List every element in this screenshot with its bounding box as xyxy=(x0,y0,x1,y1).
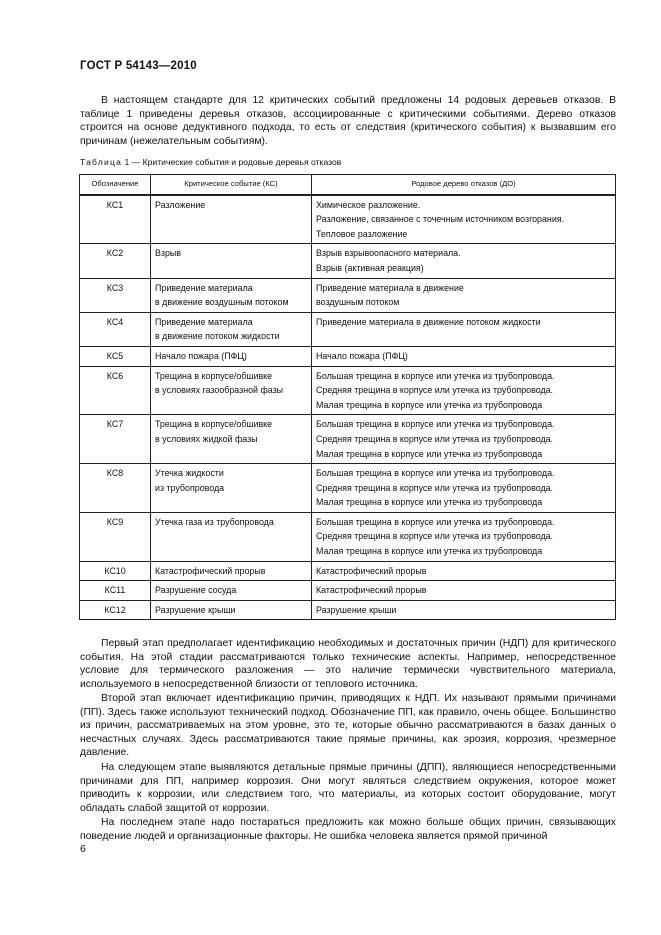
critical-event-line: Взрыв xyxy=(155,248,182,259)
table-row xyxy=(80,464,616,513)
event-code: КС4 xyxy=(80,312,151,346)
fault-tree-line: Взрыв (активная реакция) xyxy=(316,262,424,273)
critical-event-line: Разрушение крыши xyxy=(155,604,236,615)
fault-tree-cell xyxy=(312,512,616,561)
table-row xyxy=(80,346,616,366)
fault-tree-line: Малая трещина в корпусе или утечка из трубопровода xyxy=(316,399,543,410)
fault-tree-cell xyxy=(312,600,616,620)
critical-events-table xyxy=(79,174,616,620)
table-caption-title: 1 — Критические события и родовые деревья отказов xyxy=(122,157,342,167)
critical-event-line: Начало пожара (ПФЦ) xyxy=(155,350,247,361)
critical-event-line: Приведение материала xyxy=(155,316,253,327)
fault-tree-cell xyxy=(312,278,616,312)
paragraph-stage-3: На следующем этапе выявляются детальные прямые причины (ДПП), являющиеся непосредственными причинами для ПП, например коррозия. Они могут являться следствием окружения, которое может приводить к коррозии, или следствием того, что материалы, из которых состоит оборудование, могут обладать слабой защитой от коррозии. xyxy=(80,762,616,814)
event-code: КС7 xyxy=(80,415,151,464)
fault-tree-line: Начало пожара (ПФЦ) xyxy=(316,350,408,361)
table-row xyxy=(80,278,616,312)
critical-event-cell xyxy=(151,244,312,278)
critical-event-cell xyxy=(151,366,312,415)
critical-event-line: в движение потоком жидкости xyxy=(155,331,280,342)
critical-event-line: в условиях жидкой фазы xyxy=(155,433,258,444)
fault-tree-line: Средняя трещина в корпусе или утечка из трубопровода. xyxy=(316,482,554,493)
fault-tree-cell xyxy=(312,464,616,513)
fault-tree-line: Приведение материала в движение xyxy=(316,282,464,293)
critical-event-line: Приведение материала xyxy=(155,282,253,293)
critical-event-cell xyxy=(151,346,312,366)
critical-event-line: в движение воздушным потоком xyxy=(155,297,289,308)
critical-event-cell xyxy=(151,195,312,244)
event-code: КС8 xyxy=(80,464,151,513)
header-tree: Родовое дерево отказов (ДО) xyxy=(312,175,616,195)
event-code: КС12 xyxy=(80,600,151,620)
critical-event-line: Разрушение сосуда xyxy=(155,585,237,596)
fault-tree-line: Средняя трещина в корпусе или утечка из трубопровода. xyxy=(316,385,554,396)
critical-event-line: Разложение xyxy=(155,199,206,210)
fault-tree-cell xyxy=(312,346,616,366)
critical-event-line: из трубопровода xyxy=(155,482,225,493)
fault-tree-line: Большая трещина в корпусе или утечка из трубопровода. xyxy=(316,516,555,527)
fault-tree-cell xyxy=(312,312,616,346)
fault-tree-line: Тепловое разложение xyxy=(316,228,408,239)
fault-tree-line: Катастрофический прорыв xyxy=(316,565,427,576)
fault-tree-cell xyxy=(312,366,616,415)
table-row xyxy=(80,581,616,601)
table-row xyxy=(80,195,616,244)
table-row xyxy=(80,244,616,278)
fault-tree-cell xyxy=(312,581,616,601)
critical-event-cell xyxy=(151,600,312,620)
critical-event-line: Катастрофический прорыв xyxy=(155,565,266,576)
fault-tree-line: Большая трещина в корпусе или утечка из трубопровода. xyxy=(316,468,555,479)
header-code: Обозначение xyxy=(80,175,151,195)
table-caption xyxy=(80,157,341,167)
event-code: КС10 xyxy=(80,561,151,581)
fault-tree-line: Большая трещина в корпусе или утечка из трубопровода. xyxy=(316,419,555,430)
event-code: КС5 xyxy=(80,346,151,366)
critical-event-cell xyxy=(151,464,312,513)
event-code: КС3 xyxy=(80,278,151,312)
fault-tree-line: Разложение, связанное с точечным источником возгорания. xyxy=(316,214,565,225)
critical-event-line: Трещина в корпусе/обшивке xyxy=(155,370,273,381)
critical-event-line: Утечка жидкости xyxy=(155,468,224,479)
paragraph-stage-1: Первый этап предполагает идентификацию необходимых и достаточных причин (НДП) для критического события. На этой стадии рассматриваются только технические аспекты. Например, непосредственное условие для термического разложения — это наличие термически чувствительного материала, используемого в непосредственной близости от теплового источника. xyxy=(80,638,616,690)
fault-tree-line: воздушным потоком xyxy=(316,297,400,308)
table-row xyxy=(80,600,616,620)
fault-tree-line: Большая трещина в корпусе или утечка из трубопровода. xyxy=(316,370,555,381)
fault-tree-line: Разрушение крыши xyxy=(316,604,397,615)
critical-event-cell xyxy=(151,278,312,312)
fault-tree-line: Малая трещина в корпусе или утечка из трубопровода xyxy=(316,497,543,508)
fault-tree-line: Малая трещина в корпусе или утечка из трубопровода xyxy=(316,546,543,557)
event-code: КС9 xyxy=(80,512,151,561)
critical-event-cell xyxy=(151,512,312,561)
fault-tree-line: Приведение материала в движение потоком жидкости xyxy=(316,316,541,327)
table-row xyxy=(80,561,616,581)
table-row xyxy=(80,366,616,415)
event-code: КС1 xyxy=(80,195,151,244)
event-code: КС2 xyxy=(80,244,151,278)
critical-event-cell xyxy=(151,561,312,581)
table-row xyxy=(80,512,616,561)
critical-event-line: в условиях газообразной фазы xyxy=(155,385,284,396)
fault-tree-cell xyxy=(312,244,616,278)
fault-tree-cell xyxy=(312,195,616,244)
fault-tree-line: Средняя трещина в корпусе или утечка из трубопровода. xyxy=(316,531,554,542)
event-code: КС6 xyxy=(80,366,151,415)
table-row xyxy=(80,312,616,346)
fault-tree-line: Малая трещина в корпусе или утечка из трубопровода xyxy=(316,448,543,459)
fault-tree-line: Катастрофический прорыв xyxy=(316,585,427,596)
critical-event-cell xyxy=(151,312,312,346)
table-caption-prefix: Таблица xyxy=(80,157,123,167)
event-code: КС11 xyxy=(80,581,151,601)
intro-paragraph: В настоящем стандарте для 12 критических событий предложены 14 родовых деревьев отказов. В таблице 1 приведены деревья отказов, ассоциированные с критическими событиями. Дерево отказов строится на основе дедуктивного подхода, то есть от следствия (критического события) к вызвавшим его причинам (нежелательным событиям). xyxy=(80,95,616,147)
page-number: 6 xyxy=(80,843,86,855)
fault-tree-line: Взрыв взрывоопасного материала. xyxy=(316,248,461,259)
table-row xyxy=(80,415,616,464)
critical-event-cell xyxy=(151,415,312,464)
fault-tree-cell xyxy=(312,415,616,464)
standard-header: ГОСТ Р 54143—2010 xyxy=(80,60,197,72)
critical-event-line: Трещина в корпусе/обшивке xyxy=(155,419,273,430)
fault-tree-line: Средняя трещина в корпусе или утечка из трубопровода. xyxy=(316,433,554,444)
fault-tree-cell xyxy=(312,561,616,581)
paragraph-stage-4: На последнем этапе надо постараться предложить как можно больше общих причин, связывающих поведение людей и организационные факторы. Не ошибка человека является прямой причиной xyxy=(80,817,616,842)
table-header-row xyxy=(80,175,616,195)
paragraph-stage-2: Второй этап включает идентификацию причин, приводящих к НДП. Их называют прямыми причинами (ПП). Здесь также используют технический подход. Обозначение ПП, как правило, очень общее. Большинство из причин, рассматриваемых на этом уровне, это те, которые обычно рассматриваются в базах данных о несчастных случаях. Здесь рассматриваются такие прямые причины, как эрозия, коррозия, чрезмерное давление. xyxy=(80,693,616,759)
fault-tree-line: Химическое разложение. xyxy=(316,199,421,210)
critical-event-line: Утечка газа из трубопровода xyxy=(155,516,274,527)
critical-event-cell xyxy=(151,581,312,601)
header-event: Критическое событие (КС) xyxy=(151,175,312,195)
